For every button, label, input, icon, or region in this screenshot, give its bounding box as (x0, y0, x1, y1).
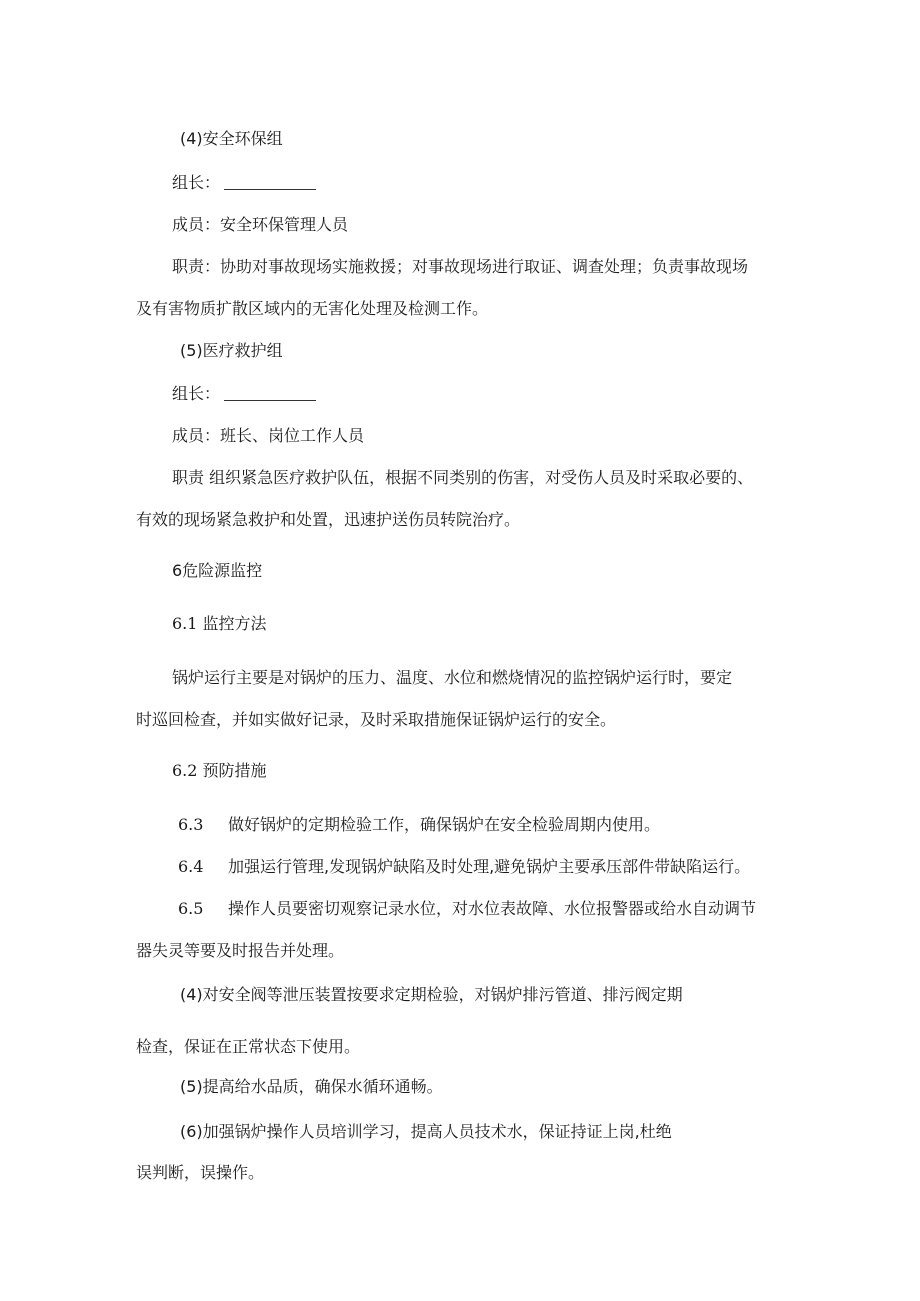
section61-para-line2: 时巡回检查，并如实做好记录，及时采取措施保证锅炉运行的安全。 (136, 710, 617, 729)
measure5-line1: (5)提高给水品质，确保水循环通畅。 (180, 1077, 443, 1096)
measure6-line1: (6)加强锅炉操作人员培训学习，提高人员技术水，保证持证上岗,杜绝 (180, 1122, 672, 1141)
item64-text: 加强运行管理,发现锅炉缺陷及时处理,避免锅炉主要承压部件带缺陷运行。 (228, 857, 751, 876)
section61-heading: 6.1 监控方法 (172, 614, 267, 633)
section61-para-line1: 锅炉运行主要是对锅炉的压力、温度、水位和燃烧情况的监控锅炉运行时，要定 (172, 668, 733, 687)
measure4-line1: (4)对安全阀等泄压装置按要求定期检验，对锅炉排污管道、排污阀定期 (180, 985, 683, 1004)
group4-members: 成员：安全环保管理人员 (172, 215, 349, 234)
group4-leader-label: 组长： (172, 173, 221, 192)
group4-title: (4)安全环保组 (180, 129, 283, 148)
group5-title: (5)医疗救护组 (180, 341, 283, 360)
group5-leader-blank (224, 385, 316, 401)
item65 (178, 898, 756, 920)
section62-heading: 6.2 预防措施 (172, 761, 267, 780)
group5-members: 成员：班长、岗位工作人员 (172, 426, 365, 445)
item64 (178, 856, 750, 878)
group5-duty-line2: 有效的现场紧急救护和处置，迅速护送伤员转院治疗。 (136, 510, 521, 529)
group4-duty-line1: 职责：协助对事故现场实施救援；对事故现场进行取证、调查处理；负责事故现场 (172, 257, 749, 276)
item63-number: 6.3 (178, 815, 204, 834)
item65-text: 操作人员要密切观察记录水位，对水位表故障、水位报警器或给水自动调节 (228, 899, 757, 918)
measure6-line2: 误判断，误操作。 (136, 1163, 265, 1182)
group5-leader-label: 组长： (172, 384, 221, 403)
section6-heading: 6危险源监控 (172, 561, 263, 580)
item63 (178, 814, 660, 836)
group4-leader (172, 172, 316, 194)
item65-continuation: 器失灵等要及时报告并处理。 (136, 941, 345, 960)
group5-duty-line1: 职责 组织紧急医疗救护队伍，根据不同类别的伤害，对受伤人员及时采取必要的、 (172, 468, 754, 487)
item65-number: 6.5 (178, 899, 204, 918)
item64-number: 6.4 (178, 857, 204, 876)
measure4-line2: 检查，保证在正常状态下使用。 (136, 1037, 361, 1056)
group4-leader-blank (224, 174, 316, 190)
item63-text: 做好锅炉的定期检验工作，确保锅炉在安全检验周期内使用。 (228, 815, 661, 834)
group4-duty-line2: 及有害物质扩散区域内的无害化处理及检测工作。 (136, 299, 489, 318)
group5-leader (172, 383, 316, 405)
